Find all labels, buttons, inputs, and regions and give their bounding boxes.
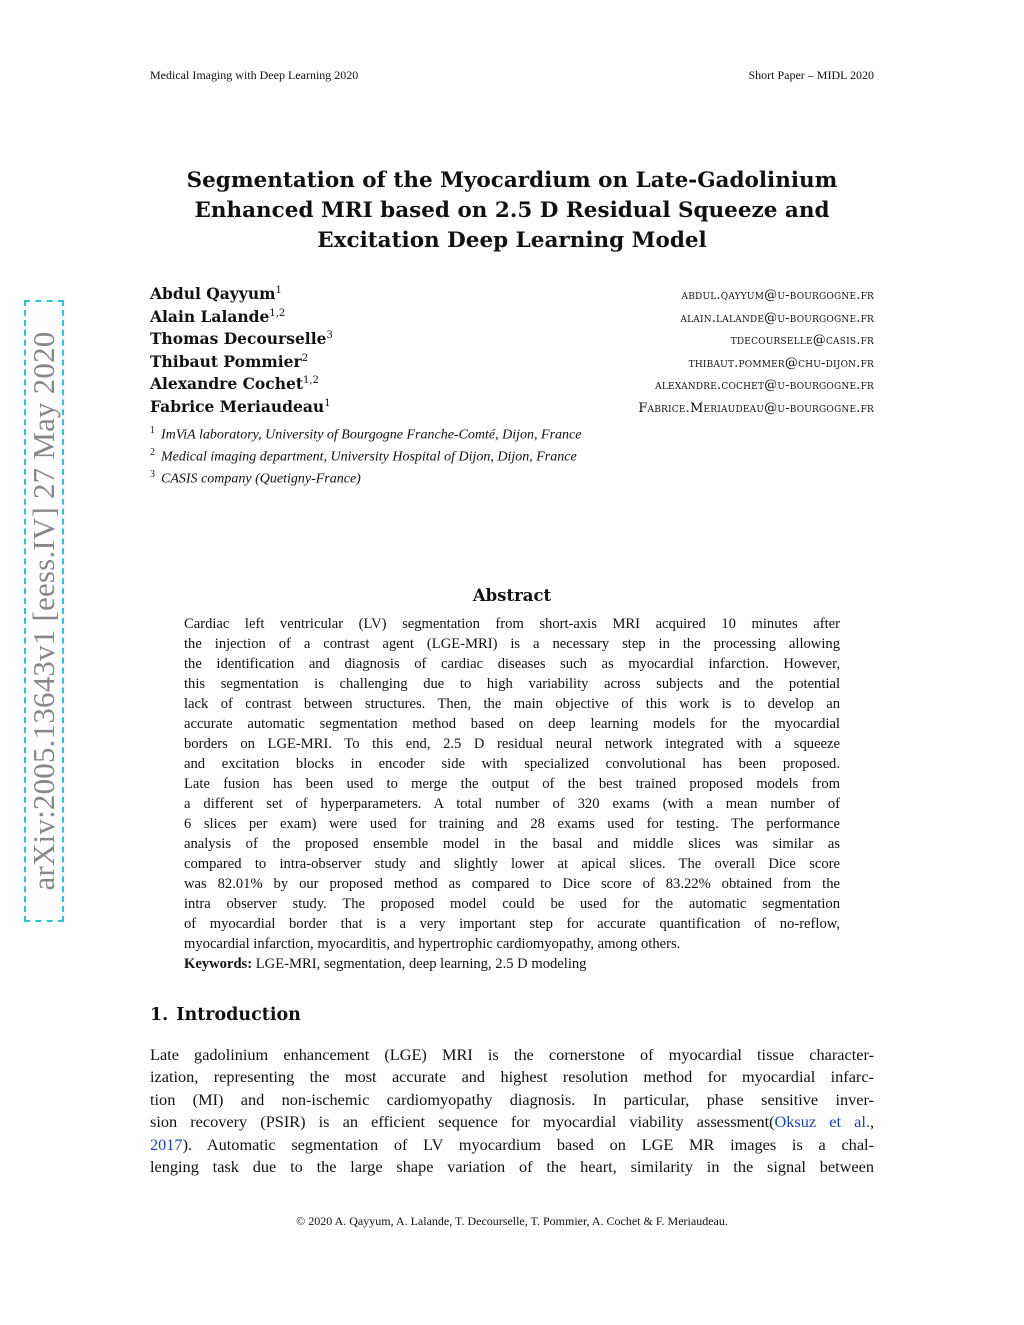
citation-link[interactable]: Oksuz et al. [774,1112,870,1132]
author-name: Thibaut Pommier$^2$ [150,351,309,371]
section-heading [150,1005,301,1025]
author-row [150,329,874,352]
author-row [150,397,874,420]
abstract-line: compared to intra-observer study and slightly lower at apical slices. The overall Dice score [184,856,840,872]
author-email[interactable]: thibaut.pommer@chu-dijon.fr [688,355,874,371]
abstract-line: was 82.01% by our proposed method as compared to Dice score of 83.22% obtained from the [184,876,840,892]
citation-link[interactable]: 2017 [150,1134,183,1154]
abstract-line: a different set of hyperparameters. A total number of 320 exams (with a mean number of [184,796,840,812]
keywords-label: Keywords: [184,956,253,972]
arxiv-stamp-box[interactable] [24,300,64,922]
author-email[interactable]: alain.lalande@u-bourgogne.fr [680,310,874,326]
body-line: 2017). Automatic segmentation of LV myocardium based on LGE MR images is a chal- [150,1134,874,1154]
abstract-line: this segmentation is challenging due to high variability across subjects and the potential [184,676,840,692]
author-name: Thomas Decourselle$^3$ [150,329,333,349]
body-line: Late gadolinium enhancement (LGE) MRI is the cornerstone of myocardial tissue character- [150,1045,874,1064]
keywords-line [184,954,840,974]
abstract-line: borders on LGE-MRI. To this end, 2.5 D residual neural network integrated with a squeeze [184,736,840,752]
introduction-body [150,1044,874,1178]
abstract-line: accurate automatic segmentation method based on deep learning models for the myocardial [184,716,840,732]
affiliation: $^3$ CASIS company (Quetigny-France) [150,469,361,487]
running-head-right: Short Paper – MIDL 2020 [748,68,874,82]
abstract-body [184,614,840,974]
abstract-line: myocardial infarction, myocarditis, and hypertrophic cardiomyopathy, among others. [184,936,681,952]
author-list [150,284,874,420]
author-row [150,307,874,330]
abstract-line: the identification and diagnosis of cardiac diseases such as myocardial infarction. However, [184,656,840,672]
body-line: ization, representing the most accurate and highest resolution method for myocardial infarc- [150,1067,874,1087]
abstract-line: Late fusion has been used to merge the output of the best trained proposed models from [184,776,840,792]
body-line: tion (MI) and non-ischemic cardiomyopathy diagnosis. In particular, phase sensitive inver- [150,1089,874,1109]
title-line: Enhanced MRI based on 2.5 D Residual Squeeze and [194,198,830,223]
abstract-line: of myocardial border that is a very important step for accurate quantification of no-reflow, [184,916,840,932]
copyright-footer: © 2020 A. Qayyum, A. Lalande, T. Decourselle, T. Pommier, A. Cochet & F. Meriaudeau. [296,1214,728,1228]
author-row [150,284,874,307]
section-title: Introduction [176,1005,301,1025]
body-line: sion recovery (PSIR) is an efficient sequence for myocardial viability assessment(Oksuz et al., [150,1112,875,1132]
abstract-line: 6 slices per exam) were used for training and 28 exams used for testing. The performance [184,816,840,832]
author-email[interactable]: Fabrice.Meriaudeau@u-bourgogne.fr [638,400,874,416]
author-name: Alain Lalande$^{1,2}$ [150,306,286,326]
affiliation: $^1$ ImViA laboratory, University of Bourgogne Franche-Comté, Dijon, France [150,425,582,443]
author-name: Alexandre Cochet$^{1,2}$ [150,374,319,394]
title-line: Segmentation of the Myocardium on Late-Gadolinium [186,168,838,193]
title-line: Excitation Deep Learning Model [317,228,707,253]
abstract-line: intra observer study. The proposed model could be used for the automatic segmentation [184,896,840,912]
author-email[interactable]: alexandre.cochet@u-bourgogne.fr [655,378,874,394]
arxiv-stamp[interactable]: arXiv:2005.13643v1 [eess.IV] 27 May 2020 [26,331,61,891]
author-row [150,374,874,397]
abstract-line: the injection of a contrast agent (LGE-MRI) is a necessary step in the processing allowing [184,636,840,652]
section-number: 1. [150,1005,169,1025]
abstract-line: analysis of the proposed ensemble model in the basal and middle slices was similar as [184,836,840,852]
author-name: Abdul Qayyum$^1$ [150,284,282,303]
abstract-line: Cardiac left ventricular (LV) segmentation from short-axis MRI acquired 10 minutes after [184,616,840,632]
abstract-line: lack of contrast between structures. Then, the main objective of this work is to develop an [184,696,840,712]
paper-title [150,166,874,256]
body-line: lenging task due to the large shape variation of the heart, similarity in the signal between [150,1156,874,1176]
abstract-line: and excitation blocks in encoder side with specialized convolutional has been proposed. [184,756,840,772]
affiliation-list [150,425,874,491]
affiliation: $^2$ Medical imaging department, University Hospital of Dijon, Dijon, France [150,447,577,465]
author-row [150,352,874,375]
keywords: LGE-MRI, segmentation, deep learning, 2.5 D modeling [255,956,587,972]
author-email[interactable]: abdul.qayyum@u-bourgogne.fr [681,288,874,303]
author-name: Fabrice Meriaudeau$^1$ [150,396,331,416]
abstract-heading: Abstract [472,586,552,605]
author-email[interactable]: tdecourselle@casis.fr [730,333,874,349]
running-head-left: Medical Imaging with Deep Learning 2020 [150,68,359,82]
